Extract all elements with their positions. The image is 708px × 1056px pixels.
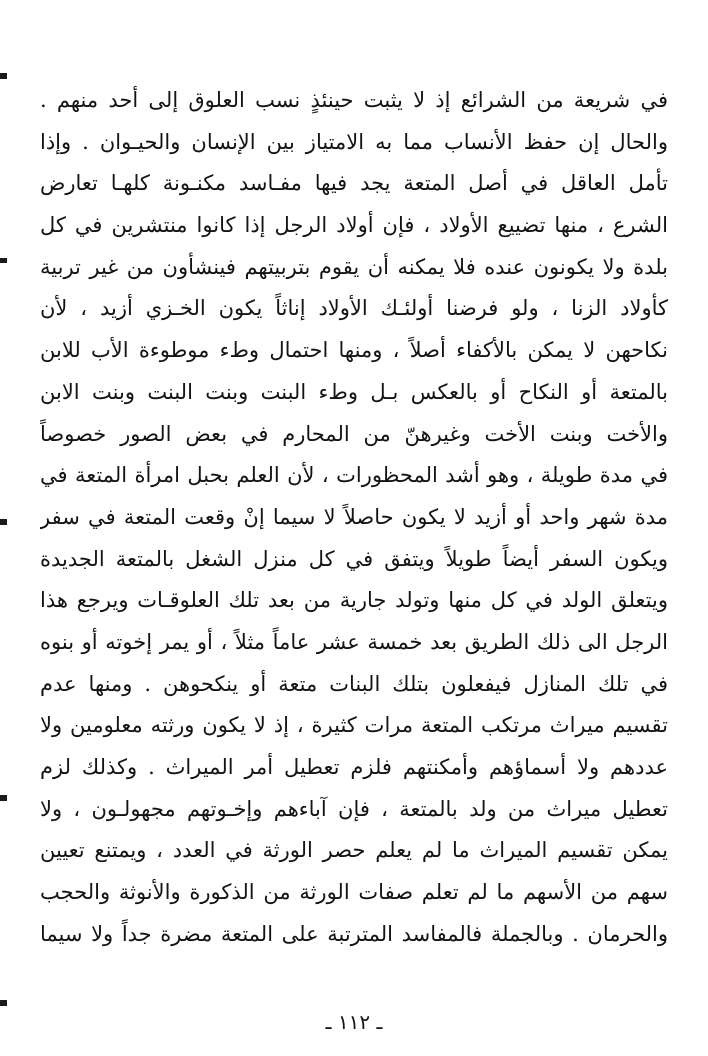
text-line: تعطيل ميراث من ولد بالمتعة ، فإن آباءهم وإخـوتهم مجهولـون ، ولا (40, 796, 668, 821)
scan-edge-mark (0, 73, 7, 79)
body-text (40, 80, 668, 955)
text-line: مدة شهر واحد أو أزيد لا يكون حاصلاً لا سيما إنْ وقعت المتعة في سفر (40, 504, 668, 529)
text-line: سهم من الأسهم ما لم تعلم صفات الورثة من الذكورة والأنوثة والحجب (40, 880, 668, 905)
text-line: والحرمان . وبالجملة فالمفاسد المترتبة على المتعة مضرة جداً ولا سيما (40, 921, 668, 946)
text-line: والحال إن حفظ الأنساب مما به الامتياز بين الإنسان والحيـوان . وإذا (40, 129, 668, 154)
text-line: في شريعة من الشرائع إذ لا يثبت حينئذٍ نسب العلوق إلى أحد منهم . (40, 88, 668, 112)
text-line: الشرع ، منها تضييع الأولاد ، فإن أولاد الرجل إذا كانوا منتشرين في كل (40, 213, 668, 238)
scan-edge-mark (0, 795, 7, 801)
text-line: ويتعلق الولد في كل منها وتولد جارية من بعد تلك العلوقـات ويرجع هذا (40, 588, 668, 613)
text-line: يمكن تقسيم الميراث ما لم يعلم حصر الورثة في العدد ، ويمتنع تعيين (40, 838, 668, 863)
text-line: بلدة ولا يكونون عنده فلا يمكنه أن يقوم بتربيتهم فينشأون من غير تربية (40, 254, 668, 279)
text-line: ويكون السفر أيضاً طويلاً ويتفق في كل منزل الشغل بالمتعة الجديدة (40, 546, 668, 571)
scan-edge-mark (0, 519, 7, 525)
text-line: عددهم ولا أسماؤهم وأمكنتهم فلزم تعطيل أمر الميراث . وكذلك لزم (40, 755, 668, 779)
scan-edge-mark (0, 1000, 7, 1006)
text-line: في تلك المنازل فيفعلون بتلك البنات متعة أو ينكحوهن . ومنها عدم (40, 671, 668, 696)
text-line: بالمتعة أو النكاح أو بالعكس بـل وطء البنت وبنت البنت وبنت الابن (40, 379, 668, 404)
text-line: كأولاد الزنا ، ولو فرضنا أولئـك الأولاد إناثاً يكون الخـزي أزيد ، لأن (40, 296, 668, 321)
text-line: والأخت وبنت الأخت وغيرهنّ من المحارم في بعض الصور خصوصاً (40, 421, 668, 446)
text-line: في مدة طويلة ، وهو أشد المحظورات ، لأن العلم بحبل امرأة المتعة في (40, 463, 668, 488)
text-line: الرجل الى ذلك الطريق بعد خمسة عشر عاماً مثلاً ، أو يمر إخوته أو بنوه (40, 629, 668, 654)
text-line: تأمل العاقل في أصل المتعة يجد فيها مفـاسد مكنـونة كلهـا تعارض (40, 171, 668, 196)
page-number: ـ ١١٢ ـ (325, 1010, 383, 1034)
text-line: تقسيم ميراث مرتكب المتعة مرات كثيرة ، إذ لا يكون ورثته معلومين ولا (40, 713, 668, 738)
text-line: نكاحهن لا يمكن بالأكفاء أصلاً ، ومنها احتمال وطء موطوءة الأب للابن (40, 338, 668, 363)
scan-edge-mark (0, 258, 7, 263)
